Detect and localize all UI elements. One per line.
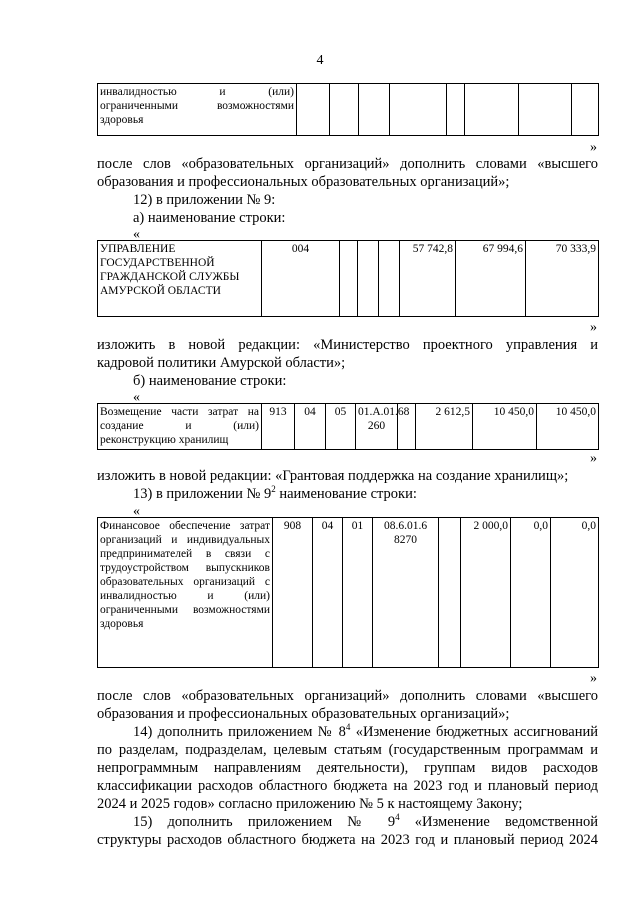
table-fragment-4	[97, 517, 599, 668]
page-number: 4	[316, 53, 324, 68]
paragraph-line: 2024 и 2025 годов» согласно приложению № 5 к настоящему Закону;	[97, 796, 523, 812]
value-2024: 0,0	[511, 518, 551, 668]
paragraph-line: непрограммным направлениям деятельности), группам видов расходов	[97, 760, 598, 776]
open-quote: «	[133, 504, 140, 519]
value-2024: 10 450,0	[473, 404, 537, 450]
value-2024: 67 994,6	[456, 241, 526, 317]
close-quote: »	[590, 451, 597, 466]
code-cell: 004	[262, 241, 340, 317]
value-2025: 0,0	[551, 518, 599, 668]
table-fragment-2	[97, 240, 599, 317]
row-name: Финансовое обеспечение затрат организаций и индивидуальных предпринимателей в связи с трудоустройством выпускников образовательных организаций с инвалидностью и (или) ограниченными возможностями здоровья	[98, 518, 273, 668]
code-cell: 913	[262, 404, 295, 450]
pr-cell: 01	[343, 518, 373, 668]
item-12b: б) наименование строки:	[133, 373, 287, 389]
open-quote: «	[133, 227, 140, 242]
paragraph-line: структуры расходов областного бюджета на 2023 год и плановый период 2024	[97, 832, 598, 848]
close-quote: »	[590, 320, 597, 335]
paragraph-line: изложить в новой редакции: «Министерство проектного управления и	[97, 337, 598, 353]
paragraph-line: по разделам, подразделам, целевым статьям (государственным программам и	[97, 742, 598, 758]
paragraph-line: классификации расходов областного бюджета на 2023 год и плановый период	[97, 778, 598, 794]
open-quote: «	[133, 390, 140, 405]
value-2025: 70 333,9	[526, 241, 599, 317]
paragraph-line: образования и профессиональных образовательных организаций»;	[97, 706, 510, 722]
value-2023: 57 742,8	[400, 241, 456, 317]
csr-cell: 01.А.01.68 260	[356, 404, 398, 450]
item-13: 13) в приложении № $9^2$ наименование строки:	[133, 484, 417, 502]
value-2023: 2 612,5	[416, 404, 473, 450]
table-fragment-3	[97, 403, 599, 450]
item-14: 14) дополнить приложением № $8^4$ «Изменение бюджетных ассигнований	[133, 722, 598, 740]
paragraph-line: после слов «образовательных организаций» дополнить словами «высшего	[97, 688, 598, 704]
item-12: 12) в приложении № 9:	[133, 192, 276, 208]
item-12a: а) наименование строки:	[133, 210, 286, 226]
row-name: Возмещение части затрат на создание и (или) реконструкцию хранилищ	[98, 404, 262, 450]
paragraph-line: после слов «образовательных организаций» дополнить словами «высшего	[97, 156, 598, 172]
row-name: инвалидностью и (или) ограниченными возможностями здоровья	[98, 84, 297, 136]
paragraph-line: кадровой политики Амурской области»;	[97, 355, 346, 371]
csr-cell: 08.6.01.6 8270	[373, 518, 439, 668]
rz-cell: 04	[313, 518, 343, 668]
rz-cell: 04	[295, 404, 326, 450]
value-2025: 10 450,0	[537, 404, 599, 450]
item-15: 15) дополнить приложением № $9^4$ «Изменение ведомственной	[133, 812, 598, 830]
pr-cell: 05	[326, 404, 356, 450]
table-fragment-1	[97, 83, 599, 136]
close-quote: »	[590, 140, 597, 155]
close-quote: »	[590, 671, 597, 686]
paragraph-line: образования и профессиональных образовательных организаций»;	[97, 174, 510, 190]
paragraph-line: изложить в новой редакции: «Грантовая поддержка на создание хранилищ»;	[97, 468, 569, 484]
value-2023: 2 000,0	[461, 518, 511, 668]
code-cell: 908	[273, 518, 313, 668]
row-name: УПРАВЛЕНИЕ ГОСУДАРСТВЕННОЙ ГРАЖДАНСКОЙ СЛУЖБЫ АМУРСКОЙ ОБЛАСТИ	[98, 241, 262, 317]
